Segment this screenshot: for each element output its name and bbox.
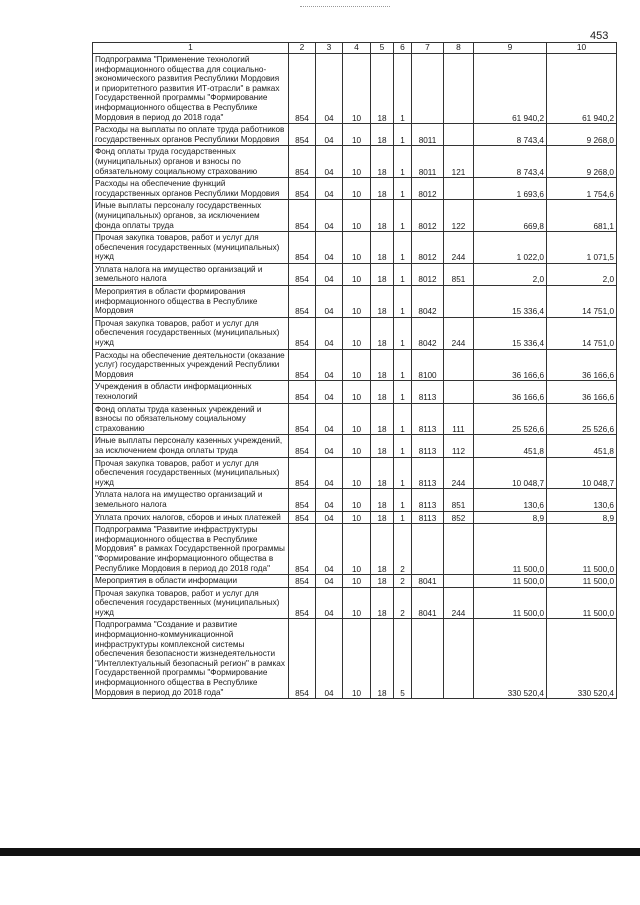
row-value-cell: 04 (316, 263, 343, 285)
row-name-cell: Подпрограмма "Применение технологий информационного общества для социально-экономического развития Республики Мордовия и приоритетного развития ИТ-отрасли" в рамках Государственной программы "Формирование информационного общества в Республике Мордовия в период до 2018 года" (93, 54, 289, 124)
row-value-cell (444, 524, 474, 575)
row-value-cell: 851 (444, 263, 474, 285)
row-value-cell: 8113 (412, 511, 444, 524)
row-value-cell: 18 (371, 403, 394, 435)
row-value-cell: 04 (316, 403, 343, 435)
row-value-cell: 04 (316, 511, 343, 524)
row-value-cell: 10 (343, 349, 371, 381)
row-value-cell: 854 (289, 575, 316, 588)
row-value-cell: 18 (371, 349, 394, 381)
row-value-cell: 18 (371, 286, 394, 318)
table-row (93, 178, 617, 200)
row-value-cell: 04 (316, 349, 343, 381)
table-row (93, 200, 617, 232)
row-value-cell: 14 751,0 (547, 286, 617, 318)
row-value-cell: 18 (371, 381, 394, 403)
row-value-cell: 2,0 (547, 263, 617, 285)
row-value-cell: 8042 (412, 317, 444, 349)
row-value-cell (444, 381, 474, 403)
row-value-cell: 04 (316, 178, 343, 200)
row-value-cell: 1 (394, 381, 412, 403)
row-value-cell: 1 (394, 457, 412, 489)
row-value-cell: 2,0 (474, 263, 547, 285)
row-value-cell: 10 (343, 178, 371, 200)
column-header: 5 (371, 43, 394, 54)
row-value-cell: 25 526,6 (547, 403, 617, 435)
table-row (93, 232, 617, 264)
row-value-cell: 1 (394, 200, 412, 232)
row-name-cell: Учреждения в области информационных технологий (93, 381, 289, 403)
row-value-cell: 1 (394, 511, 412, 524)
row-name-cell: Прочая закупка товаров, работ и услуг для обеспечения государственных (муниципальных) нужд (93, 587, 289, 619)
column-header: 6 (394, 43, 412, 54)
row-value-cell: 8 743,4 (474, 124, 547, 146)
row-value-cell: 8012 (412, 178, 444, 200)
row-value-cell: 18 (371, 54, 394, 124)
row-value-cell: 10 (343, 200, 371, 232)
row-name-cell: Уплата прочих налогов, сборов и иных платежей (93, 511, 289, 524)
row-value-cell: 1 693,6 (474, 178, 547, 200)
row-value-cell: 1 071,5 (547, 232, 617, 264)
table-body (93, 54, 617, 699)
row-value-cell: 854 (289, 619, 316, 699)
row-value-cell: 8012 (412, 232, 444, 264)
row-value-cell: 04 (316, 286, 343, 318)
row-value-cell: 8011 (412, 146, 444, 178)
table-row (93, 489, 617, 511)
row-value-cell: 10 (343, 511, 371, 524)
row-value-cell: 10 (343, 524, 371, 575)
row-value-cell: 1 (394, 124, 412, 146)
row-value-cell (444, 54, 474, 124)
row-value-cell: 330 520,4 (474, 619, 547, 699)
row-value-cell: 8113 (412, 403, 444, 435)
budget-table (92, 42, 617, 699)
row-value-cell: 10 (343, 54, 371, 124)
table-row (93, 124, 617, 146)
row-name-cell: Фонд оплаты труда государственных (муниципальных) органов и взносы по обязательному социальному страхованию (93, 146, 289, 178)
row-value-cell: 330 520,4 (547, 619, 617, 699)
row-value-cell: 18 (371, 317, 394, 349)
table-row (93, 511, 617, 524)
row-value-cell: 15 336,4 (474, 317, 547, 349)
row-value-cell (444, 349, 474, 381)
row-value-cell: 18 (371, 524, 394, 575)
row-value-cell: 10 (343, 317, 371, 349)
row-value-cell: 8041 (412, 587, 444, 619)
row-value-cell: 61 940,2 (474, 54, 547, 124)
row-value-cell: 130,6 (547, 489, 617, 511)
row-value-cell: 36 166,6 (547, 381, 617, 403)
row-value-cell: 854 (289, 146, 316, 178)
row-value-cell: 854 (289, 178, 316, 200)
row-value-cell: 15 336,4 (474, 286, 547, 318)
column-header: 8 (444, 43, 474, 54)
scan-bottom-bar (0, 848, 640, 856)
row-value-cell: 244 (444, 317, 474, 349)
row-name-cell: Прочая закупка товаров, работ и услуг для обеспечения государственных (муниципальных) нужд (93, 317, 289, 349)
row-value-cell: 854 (289, 349, 316, 381)
row-value-cell: 10 (343, 381, 371, 403)
row-value-cell: 854 (289, 489, 316, 511)
table-row (93, 317, 617, 349)
table-row (93, 54, 617, 124)
column-header: 3 (316, 43, 343, 54)
row-value-cell: 10 (343, 263, 371, 285)
row-value-cell: 852 (444, 511, 474, 524)
column-header: 4 (343, 43, 371, 54)
table-header-row (93, 43, 617, 54)
row-value-cell: 5 (394, 619, 412, 699)
row-value-cell: 1 (394, 232, 412, 264)
row-value-cell: 36 166,6 (474, 349, 547, 381)
row-value-cell: 18 (371, 263, 394, 285)
column-header: 10 (547, 43, 617, 54)
row-name-cell: Иные выплаты персоналу казенных учреждений, за исключением фонда оплаты труда (93, 435, 289, 457)
row-name-cell: Прочая закупка товаров, работ и услуг для обеспечения государственных (муниципальных) нужд (93, 457, 289, 489)
row-name-cell: Подпрограмма "Создание и развитие информационно-коммуникационной инфраструктуры комплексной системы обеспечения безопасности жизнедеятельности "Интеллектуальный безопасный регион" в рамках Государственной программы "Формирование информационного общества в Республике Мордовия в период до 2018 года" (93, 619, 289, 699)
table-row (93, 403, 617, 435)
row-value-cell: 2 (394, 575, 412, 588)
row-value-cell: 130,6 (474, 489, 547, 511)
row-value-cell: 8100 (412, 349, 444, 381)
row-value-cell: 8041 (412, 575, 444, 588)
row-value-cell: 18 (371, 619, 394, 699)
row-value-cell: 04 (316, 457, 343, 489)
row-value-cell: 854 (289, 286, 316, 318)
row-value-cell: 1 (394, 146, 412, 178)
row-value-cell: 8113 (412, 381, 444, 403)
row-value-cell: 1 (394, 54, 412, 124)
row-value-cell: 8113 (412, 457, 444, 489)
row-name-cell: Уплата налога на имущество организаций и земельного налога (93, 263, 289, 285)
row-value-cell: 10 (343, 232, 371, 264)
row-value-cell: 111 (444, 403, 474, 435)
row-value-cell: 14 751,0 (547, 317, 617, 349)
column-header: 9 (474, 43, 547, 54)
row-value-cell: 8042 (412, 286, 444, 318)
row-value-cell: 04 (316, 317, 343, 349)
scan-mark (300, 6, 390, 8)
table-row (93, 286, 617, 318)
row-value-cell: 851 (444, 489, 474, 511)
row-value-cell: 04 (316, 381, 343, 403)
row-value-cell: 18 (371, 124, 394, 146)
row-value-cell: 04 (316, 575, 343, 588)
row-value-cell: 854 (289, 435, 316, 457)
row-value-cell (412, 619, 444, 699)
row-value-cell (444, 575, 474, 588)
row-value-cell: 10 (343, 587, 371, 619)
row-value-cell: 11 500,0 (474, 524, 547, 575)
column-header: 7 (412, 43, 444, 54)
row-value-cell: 10 048,7 (474, 457, 547, 489)
row-value-cell: 8 743,4 (474, 146, 547, 178)
row-value-cell: 10 (343, 124, 371, 146)
row-value-cell: 04 (316, 619, 343, 699)
row-value-cell: 04 (316, 200, 343, 232)
row-value-cell: 854 (289, 317, 316, 349)
row-value-cell: 8011 (412, 124, 444, 146)
row-name-cell: Мероприятия в области формирования информационного общества в Республике Мордовия (93, 286, 289, 318)
row-value-cell: 8,9 (547, 511, 617, 524)
row-value-cell: 04 (316, 587, 343, 619)
row-value-cell: 18 (371, 489, 394, 511)
table-row (93, 263, 617, 285)
row-value-cell: 1 (394, 349, 412, 381)
row-value-cell: 1 (394, 403, 412, 435)
row-value-cell: 1 (394, 263, 412, 285)
row-value-cell: 04 (316, 232, 343, 264)
row-value-cell: 04 (316, 124, 343, 146)
row-value-cell: 854 (289, 124, 316, 146)
row-value-cell: 36 166,6 (474, 381, 547, 403)
table-row (93, 524, 617, 575)
row-value-cell: 18 (371, 575, 394, 588)
row-value-cell: 1 (394, 317, 412, 349)
row-value-cell: 854 (289, 200, 316, 232)
row-value-cell: 854 (289, 263, 316, 285)
row-value-cell: 8012 (412, 263, 444, 285)
table-row (93, 146, 617, 178)
row-value-cell: 121 (444, 146, 474, 178)
row-value-cell: 10 (343, 403, 371, 435)
table-row (93, 587, 617, 619)
row-value-cell: 112 (444, 435, 474, 457)
row-value-cell: 1 (394, 178, 412, 200)
row-name-cell: Уплата налога на имущество организаций и земельного налога (93, 489, 289, 511)
row-name-cell: Прочая закупка товаров, работ и услуг для обеспечения государственных (муниципальных) нужд (93, 232, 289, 264)
row-name-cell: Подпрограмма "Развитие инфраструктуры информационного общества в Республике Мордовия" в рамках Государственной программы "Формирование информационного общества в Республике Мордовия в период до 2018 года" (93, 524, 289, 575)
row-value-cell (444, 286, 474, 318)
row-value-cell: 36 166,6 (547, 349, 617, 381)
row-value-cell: 04 (316, 146, 343, 178)
row-value-cell: 10 (343, 575, 371, 588)
row-value-cell: 2 (394, 587, 412, 619)
row-value-cell: 18 (371, 146, 394, 178)
row-value-cell: 1 (394, 286, 412, 318)
row-value-cell (444, 178, 474, 200)
row-value-cell: 18 (371, 587, 394, 619)
row-value-cell: 451,8 (474, 435, 547, 457)
row-value-cell: 18 (371, 435, 394, 457)
row-value-cell: 11 500,0 (547, 524, 617, 575)
row-value-cell: 18 (371, 511, 394, 524)
row-value-cell: 244 (444, 587, 474, 619)
row-value-cell: 11 500,0 (474, 587, 547, 619)
row-value-cell: 04 (316, 489, 343, 511)
row-value-cell: 18 (371, 200, 394, 232)
row-name-cell: Иные выплаты персоналу государственных (муниципальных) органов, за исключением фонда оплаты труда (93, 200, 289, 232)
row-value-cell: 10 (343, 286, 371, 318)
column-header: 2 (289, 43, 316, 54)
column-header: 1 (93, 43, 289, 54)
row-value-cell: 854 (289, 587, 316, 619)
row-name-cell: Расходы на обеспечение деятельности (оказание услуг) государственных учреждений Республики Мордовия (93, 349, 289, 381)
row-value-cell: 18 (371, 232, 394, 264)
row-name-cell: Мероприятия в области информации (93, 575, 289, 588)
table-row (93, 619, 617, 699)
row-value-cell: 854 (289, 381, 316, 403)
row-value-cell: 854 (289, 457, 316, 489)
row-value-cell: 10 (343, 489, 371, 511)
budget-table-container (92, 42, 616, 699)
row-value-cell: 451,8 (547, 435, 617, 457)
row-value-cell: 25 526,6 (474, 403, 547, 435)
row-value-cell: 854 (289, 403, 316, 435)
table-row (93, 575, 617, 588)
row-value-cell: 61 940,2 (547, 54, 617, 124)
row-value-cell: 11 500,0 (474, 575, 547, 588)
row-value-cell: 1 (394, 435, 412, 457)
row-name-cell: Расходы на обеспечение функций государственных органов Республики Мордовия (93, 178, 289, 200)
row-value-cell: 854 (289, 232, 316, 264)
row-value-cell: 18 (371, 457, 394, 489)
row-value-cell: 1 022,0 (474, 232, 547, 264)
row-value-cell: 681,1 (547, 200, 617, 232)
row-value-cell (444, 619, 474, 699)
row-value-cell: 9 268,0 (547, 124, 617, 146)
page-number: 453 (590, 30, 609, 42)
row-value-cell: 9 268,0 (547, 146, 617, 178)
table-row (93, 457, 617, 489)
row-value-cell: 122 (444, 200, 474, 232)
row-value-cell: 10 (343, 457, 371, 489)
row-value-cell: 10 048,7 (547, 457, 617, 489)
row-value-cell: 04 (316, 435, 343, 457)
row-value-cell: 854 (289, 54, 316, 124)
row-value-cell: 244 (444, 457, 474, 489)
row-value-cell: 10 (343, 146, 371, 178)
row-value-cell: 8113 (412, 435, 444, 457)
row-value-cell: 244 (444, 232, 474, 264)
row-value-cell: 11 500,0 (547, 575, 617, 588)
row-value-cell: 2 (394, 524, 412, 575)
row-name-cell: Расходы на выплаты по оплате труда работников государственных органов Республики Мордовия (93, 124, 289, 146)
row-value-cell: 669,8 (474, 200, 547, 232)
row-value-cell (412, 524, 444, 575)
row-name-cell: Фонд оплаты труда казенных учреждений и взносы по обязательному социальному страхованию (93, 403, 289, 435)
row-value-cell: 04 (316, 524, 343, 575)
table-row (93, 435, 617, 457)
row-value-cell: 8113 (412, 489, 444, 511)
table-row (93, 381, 617, 403)
row-value-cell: 11 500,0 (547, 587, 617, 619)
row-value-cell: 854 (289, 511, 316, 524)
row-value-cell: 04 (316, 54, 343, 124)
row-value-cell: 8012 (412, 200, 444, 232)
row-value-cell (444, 124, 474, 146)
row-value-cell (412, 54, 444, 124)
row-value-cell: 854 (289, 524, 316, 575)
row-value-cell: 1 (394, 489, 412, 511)
row-value-cell: 10 (343, 619, 371, 699)
row-value-cell: 8,9 (474, 511, 547, 524)
table-row (93, 349, 617, 381)
row-value-cell: 10 (343, 435, 371, 457)
row-value-cell: 1 754,6 (547, 178, 617, 200)
row-value-cell: 18 (371, 178, 394, 200)
